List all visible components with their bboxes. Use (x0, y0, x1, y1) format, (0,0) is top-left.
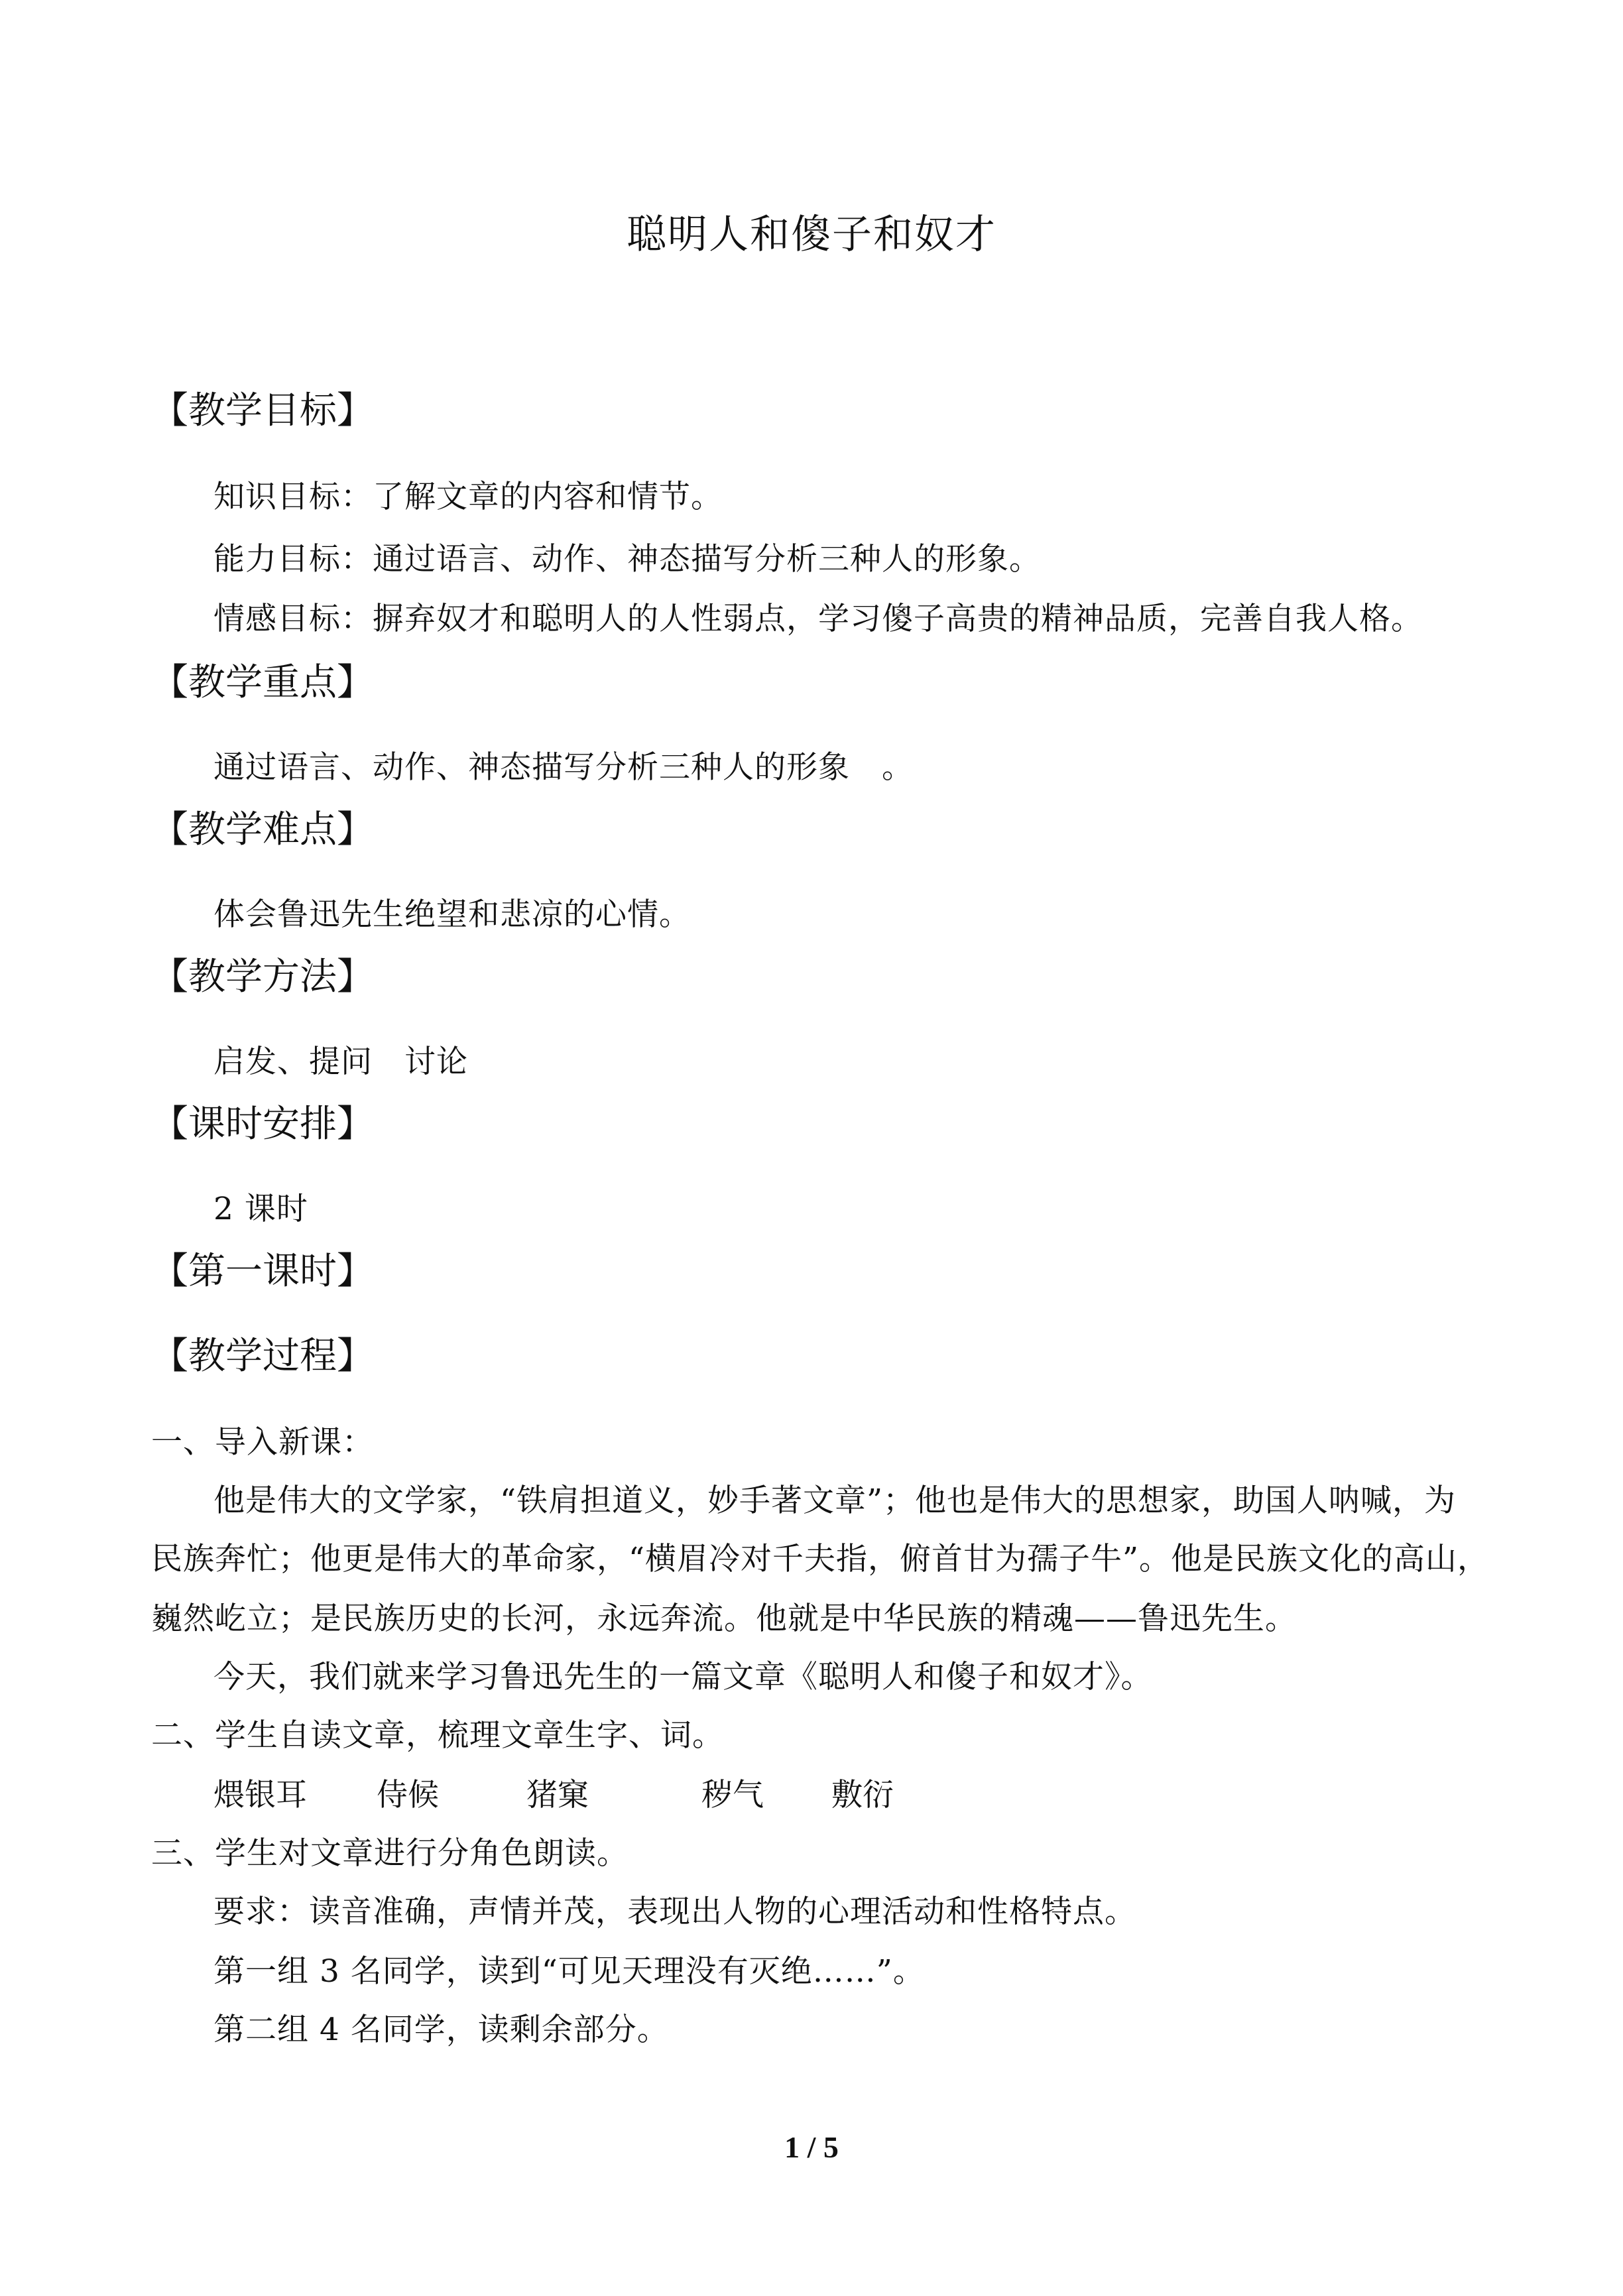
objective-emotion: 情感目标：摒弃奴才和聪明人的人性弱点，学习傻子高贵的精神品质，完善自我人格。 (213, 601, 1423, 637)
document-title: 聪明人和傻子和奴才 (627, 211, 996, 258)
step-one-label: 一、导入新课： (151, 1424, 374, 1461)
intro-paragraph-line-3: 巍然屹立；是民族历史的长河，永远奔流。他就是中华民族的精魂——鲁迅先生。 (151, 1601, 1297, 1637)
focus-text: 通过语言、动作、神态描写分析三种人的形象 。 (213, 749, 914, 786)
vocabulary-list (213, 1777, 894, 1814)
heading-teaching-difficulty: 【教学难点】 (151, 808, 374, 851)
intro-paragraph-2: 今天，我们就来学习鲁迅先生的一篇文章《聪明人和傻子和奴才》。 (213, 1659, 1153, 1695)
reading-group-two: 第二组 4 名同学，读剩余部分。 (213, 2012, 669, 2048)
page-number: 1 / 5 (784, 2130, 839, 2164)
heading-teaching-focus: 【教学重点】 (151, 661, 374, 704)
intro-paragraph-line-2: 民族奔忙；他更是伟大的革命家，“横眉冷对千夫指，俯首甘为孺子牛”。他是民族文化的高山， (151, 1541, 1490, 1577)
objective-ability: 能力目标：通过语言、动作、神态描写分析三种人的形象。 (213, 541, 1041, 577)
reading-requirement: 要求：读音准确，声情并茂，表现出人物的心理活动和性格特点。 (213, 1894, 1136, 1930)
vocab-word: 敷衍 (831, 1777, 894, 1813)
vocab-word: 煨银耳 (213, 1777, 307, 1813)
method-text: 启发、提问 讨论 (213, 1044, 468, 1080)
vocab-word: 秽气 (701, 1777, 764, 1813)
reading-group-one: 第一组 3 名同学，读到“可见天理没有灭绝……”。 (213, 1953, 925, 1990)
heading-schedule: 【课时安排】 (151, 1103, 374, 1146)
heading-lesson-one: 【第一课时】 (151, 1250, 374, 1293)
schedule-text: 2 课时 (213, 1191, 308, 1227)
step-three-label: 三、学生对文章进行分角色朗读。 (151, 1835, 629, 1872)
heading-teaching-method: 【教学方法】 (151, 955, 374, 998)
heading-teaching-objectives: 【教学目标】 (151, 389, 374, 432)
heading-teaching-process: 【教学过程】 (151, 1335, 374, 1378)
vocab-word: 猪窠 (526, 1777, 589, 1813)
step-two-label: 二、学生自读文章，梳理文章生字、词。 (151, 1717, 724, 1754)
intro-paragraph-line-1: 他是伟大的文学家，“铁肩担道义，妙手著文章”；他也是伟大的思想家，助国人呐喊，为 (213, 1482, 1457, 1519)
difficulty-text: 体会鲁迅先生绝望和悲凉的心情。 (213, 896, 691, 933)
vocab-word: 侍候 (377, 1777, 439, 1813)
objective-knowledge: 知识目标：了解文章的内容和情节。 (213, 479, 723, 515)
